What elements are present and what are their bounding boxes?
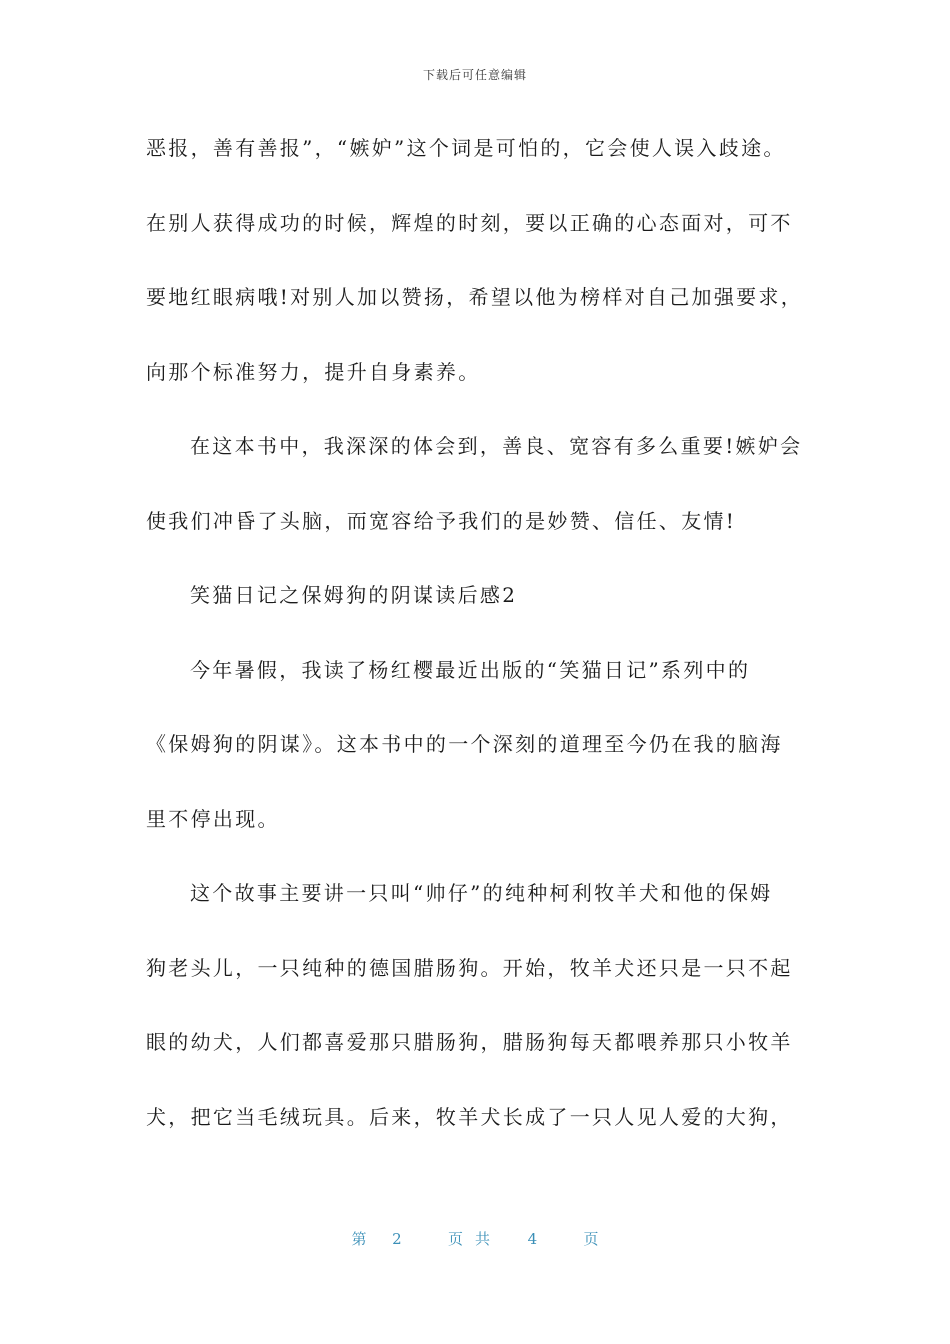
page-header: 下载后可任意编辑: [422, 68, 527, 82]
text-line-14: 犬，把它当毛绒玩具。后来，牧羊犬长成了一只人见人爱的大狗，: [146, 1105, 793, 1129]
text-line-4: 向那个标准努力，提升自身素养。: [146, 360, 481, 384]
text-line-5: 在这本书中，我深深的体会到，善良、宽容有多么重要!嫉妒会: [190, 434, 803, 458]
text-line-12: 狗老头儿，一只纯种的德国腊肠狗。开始，牧羊犬还只是一只不起: [146, 956, 793, 980]
page-footer: [0, 1228, 950, 1249]
footer-middle: 页共: [447, 1230, 502, 1248]
text-line-3: 要地红眼病哦!对别人加以赞扬，希望以他为榜样对自己加强要求，: [146, 285, 804, 309]
footer-page-number: 2: [392, 1230, 402, 1248]
text-line-2: 在别人获得成功的时候，辉煌的时刻，要以正确的心态面对，可不: [146, 211, 793, 235]
text-line-11: 这个故事主要讲一只叫“帅仔”的纯种柯利牧羊犬和他的保姆: [190, 881, 773, 905]
text-line-1: 恶报，善有善报”，“嫉妒”这个词是可怕的，它会使人误入歧途。: [146, 136, 786, 160]
text-line-8: 今年暑假，我读了杨红樱最近出版的“笑猫日记”系列中的: [190, 658, 751, 682]
text-line-6: 使我们冲昏了头脑，而宽容给予我们的是妙赞、信任、友情!: [146, 509, 737, 533]
footer-suffix: 页: [583, 1230, 599, 1248]
section-heading: 笑猫日记之保姆狗的阴谋读后感2: [190, 583, 518, 607]
text-line-9: 《保姆狗的阴谋》。这本书中的一个深刻的道理至今仍在我的脑海: [146, 732, 783, 756]
footer-total-pages: 4: [527, 1230, 538, 1248]
footer-prefix: 第: [351, 1230, 367, 1248]
text-line-10: 里不停出现。: [146, 807, 280, 831]
text-line-13: 眼的幼犬，人们都喜爱那只腊肠狗，腊肠狗每天都喂养那只小牧羊: [146, 1030, 793, 1054]
